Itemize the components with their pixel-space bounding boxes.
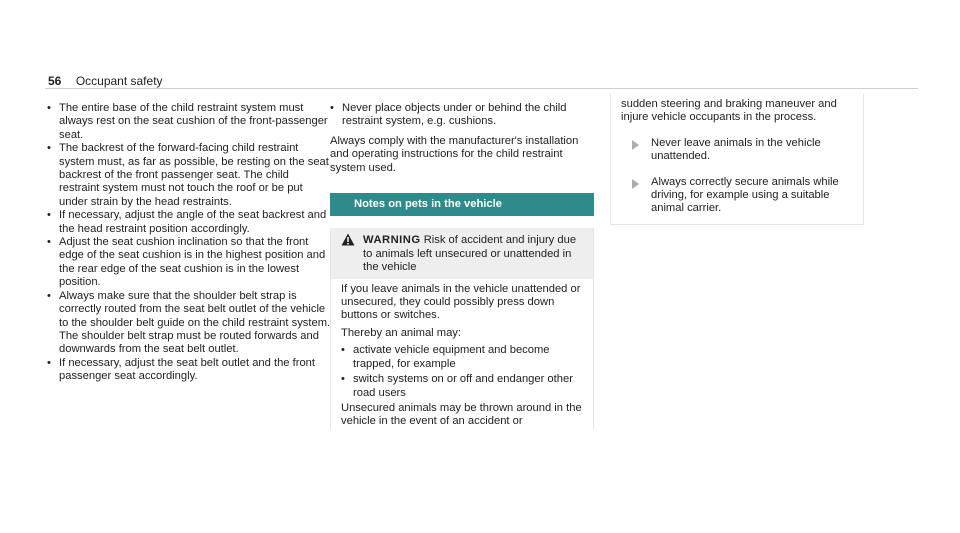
warning-text: Unsecured animals may be thrown around in the vehicle in the event of an accident or	[341, 401, 582, 428]
action-item	[621, 176, 853, 216]
instruction-list	[330, 102, 594, 129]
section-title: Occupant safety	[75, 74, 163, 88]
instruction-list	[47, 102, 332, 384]
warning-box	[330, 228, 594, 428]
warning-text: Thereby an animal may:	[341, 326, 462, 339]
column-left	[47, 102, 332, 384]
action-item	[621, 137, 853, 164]
warning-triangle-icon	[341, 233, 355, 246]
warning-header	[331, 228, 593, 278]
list-item: • Adjust the seat cushion inclination so that the front edge of the seat cushion is in the highest position and the rear edge of the seat cushion is in the lowest position.	[47, 236, 332, 290]
warning-intro: Risk of accident and injury due to animals left unsecured or unattended in the vehicle	[363, 234, 577, 274]
arrow-right-icon	[632, 140, 639, 150]
arrow-right-icon	[632, 179, 639, 189]
notes-heading: Notes on pets in the vehicle	[330, 193, 594, 216]
column-right	[610, 98, 864, 225]
action-text: Always correctly secure animals while driving, for example using a suitable animal carrier.	[651, 175, 839, 215]
warning-text: If you leave animals in the vehicle unattended or unsecured, they could possibly press down buttons or switches.	[341, 282, 581, 322]
list-item: • If necessary, adjust the seat belt outlet and the front passenger seat accordingly.	[47, 357, 332, 384]
list-item: • Never place objects under or behind the child restraint system, e.g. cushions.	[330, 102, 594, 129]
list-item: • Always make sure that the shoulder belt strap is correctly routed from the seat belt outlet of the vehicle to the shoulder belt guide on the child restraint system. The shoulder belt strap must be routed forwards and downwards from the seat belt outlet.	[47, 290, 332, 357]
page-number: 56	[48, 74, 62, 88]
list-item: • The entire base of the child restraint system must always rest on the seat cushion of the front-passenger seat.	[47, 102, 332, 142]
warning-title: WARNING	[363, 234, 421, 247]
header-rule	[45, 88, 918, 89]
list-item: • switch systems on or off and endanger other road users	[341, 373, 583, 400]
warning-continuation-box	[610, 94, 864, 225]
manufacturer-paragraph: Always comply with the manufacturer's installation and operating instructions for the child restraint system used.	[330, 134, 579, 174]
list-item: • activate vehicle equipment and become trapped, for example	[341, 344, 583, 371]
page-header	[48, 72, 163, 88]
list-item: • The backrest of the forward-facing child restraint system must, as far as possible, be resting on the seat backrest of the front passenger seat. The child restraint system must not touch the roof or be put under strain by the head restraints.	[47, 142, 332, 209]
action-text: Never leave animals in the vehicle unattended.	[651, 136, 821, 163]
warning-body	[331, 279, 593, 429]
list-item: • If necessary, adjust the angle of the seat backrest and the head restraint position accordingly.	[47, 209, 332, 236]
warning-continuation: sudden steering and braking maneuver and injure vehicle occupants in the process.	[621, 98, 837, 124]
column-middle	[330, 102, 594, 433]
warning-list	[341, 344, 583, 400]
